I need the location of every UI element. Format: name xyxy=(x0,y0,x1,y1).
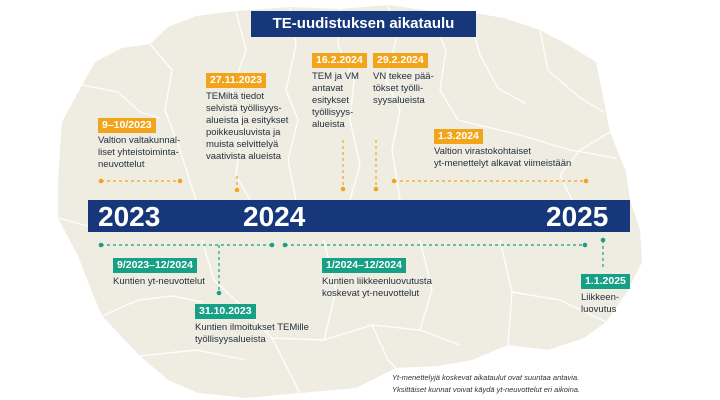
event-description: Valtion valtakunnal- liset yhteistoiminta- neuvottelut xyxy=(98,135,181,170)
event-date-badge: 1.1.2025 xyxy=(581,274,630,289)
event-description: Liikkeen- luovutus xyxy=(581,292,620,315)
event-description: Kuntien yt-neuvottelut xyxy=(113,276,205,287)
page-title: TE-uudistuksen aikataulu xyxy=(251,11,476,37)
marker-dot xyxy=(283,243,288,248)
event-description: TEM ja VM antavat esitykset työllisyys- alueista xyxy=(312,71,359,130)
footnote: Yt-menettelyjä koskevat aikataulut ovat suuntaa antavia. Yksittäiset kunnat voivat käydä yt-neuvottelut eri aikoina. xyxy=(392,373,581,394)
event-date-badge: 16.2.2024 xyxy=(312,53,367,68)
event-date-badge: 29.2.2024 xyxy=(373,53,428,68)
marker-dot xyxy=(601,238,606,243)
marker-dot xyxy=(341,187,346,192)
marker-dot xyxy=(392,179,397,184)
marker-dot xyxy=(584,179,589,184)
event-description: Kuntien ilmoitukset TEMille työllisyysalueista xyxy=(195,322,309,345)
event-description: Valtion virastokohtaiset yt-menettelyt alkavat viimeistään xyxy=(434,146,572,169)
event-date-badge: 27.11.2023 xyxy=(206,73,266,88)
marker-dot xyxy=(374,187,379,192)
event-description: TEMiltä tiedot selvistä työllisyys- alueista ja esitykset poikkeusluvista ja muista selvittelyä vaativista alueista xyxy=(206,91,289,162)
marker-dot xyxy=(270,243,275,248)
event-description: Kuntien liikkeenluovutusta koskevat yt-neuvottelut xyxy=(322,276,432,299)
marker-dot xyxy=(178,179,183,184)
event-date-badge: 1/2024–12/2024 xyxy=(322,258,406,273)
marker-dot xyxy=(99,243,104,248)
event-date-badge: 9–10/2023 xyxy=(98,118,156,133)
marker-dot xyxy=(583,243,588,248)
marker-dot xyxy=(99,179,104,184)
event-date-badge: 31.10.2023 xyxy=(195,304,256,319)
marker-dot xyxy=(235,188,240,193)
year-label: 2025 xyxy=(546,201,609,232)
year-label: 2023 xyxy=(98,201,161,232)
event-date-badge: 1.3.2024 xyxy=(434,129,483,144)
marker-dot xyxy=(217,291,222,296)
event-description: VN tekee pää- tökset työlli- syysalueista xyxy=(373,71,434,106)
event-date-badge: 9/2023–12/2024 xyxy=(113,258,197,273)
year-label: 2024 xyxy=(243,201,306,232)
